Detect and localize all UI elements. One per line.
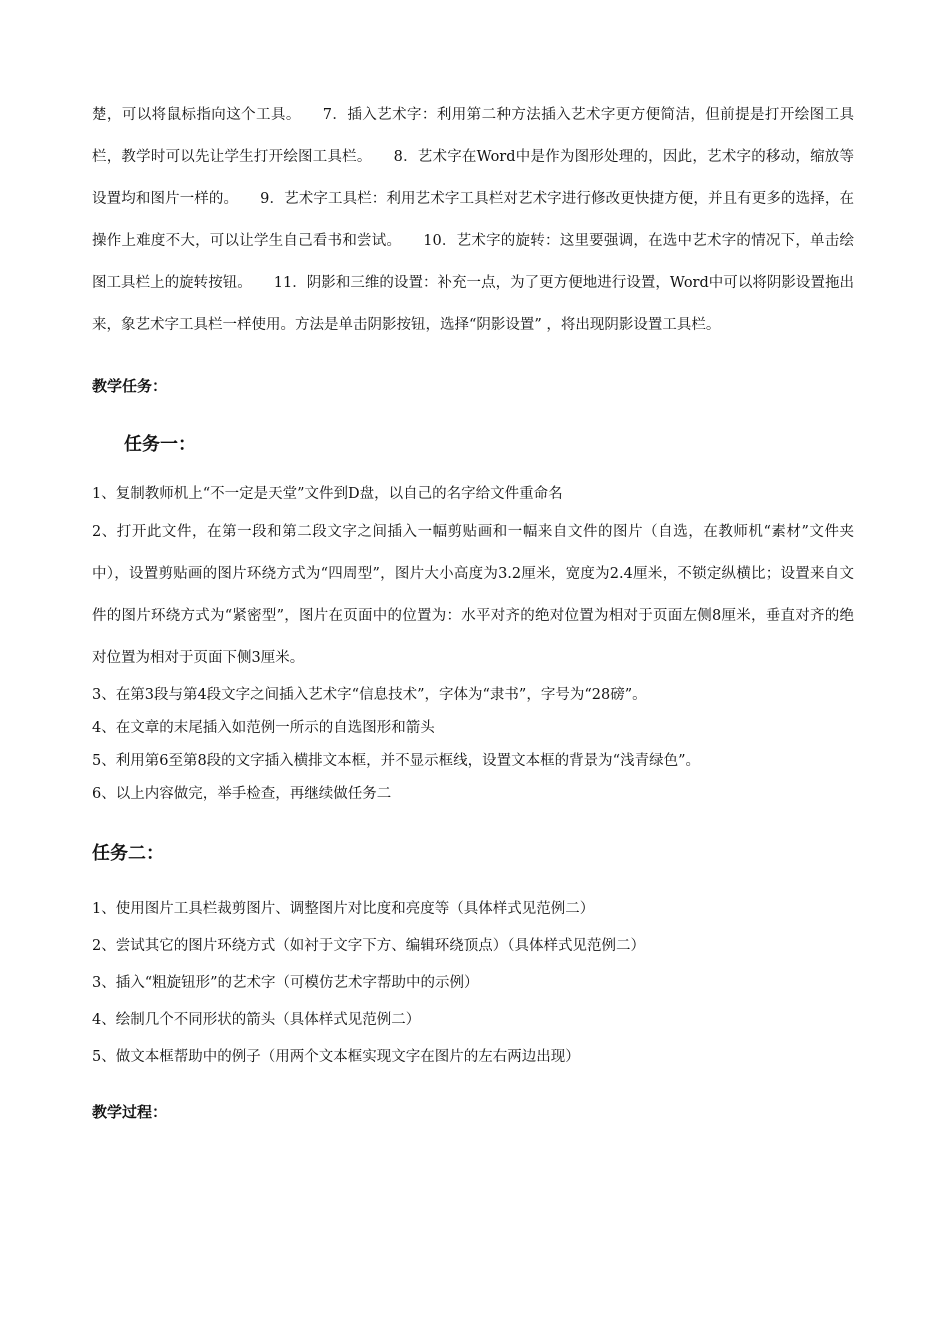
list-item: 4、在文章的末尾插入如范例一所示的自选图形和箭头 [92, 720, 435, 736]
list-item: 4、绘制几个不同形状的箭头（具体样式见范例二） [92, 1012, 421, 1028]
intro-segment: 8．艺术字在Word中是作为图形处理的，因此，艺术字的移动，缩放等设置均和图片一样的。 [92, 149, 854, 207]
list-item: 1、复制教师机上“不一定是天堂”文件到D盘，以自己的名字给文件重命名 [92, 486, 563, 502]
teaching-process-heading: 教学过程： [92, 1103, 168, 1121]
intro-segment: 10．艺术字的旋转：这里要强调，在选中艺术字的情况下，单击绘图工具栏上的旋转按钮。 [92, 233, 854, 291]
list-item: 3、插入“粗旋钮形”的艺术字（可模仿艺术字帮助中的示例） [92, 975, 479, 991]
intro-segment: 11．阴影和三维的设置：补充一点，为了更方便地进行设置，Word中可以将阴影设置拖出来，象艺术字工具栏一样使用。方法是单击阴影按钮，选择“阴影设置” ，将出现阴影设置工具栏。 [92, 275, 855, 333]
intro-segment: 9．艺术字工具栏：利用艺术字工具栏对艺术字进行修改更快捷方便，并且有更多的选择，在操作上难度不大，可以让学生自己看书和尝试。 [92, 191, 854, 249]
list-item: 2、尝试其它的图片环绕方式（如衬于文字下方、编辑环绕顶点）（具体样式见范例二） [92, 938, 645, 954]
task2-list [92, 891, 854, 1076]
task1-list [92, 478, 854, 811]
task1-heading: 任务一： [124, 434, 196, 455]
list-item: 5、利用第6至第8段的文字插入横排文本框，并不显示框线，设置文本框的背景为“浅青绿色”。 [92, 753, 700, 769]
list-item: 3、在第3段与第4段文字之间插入艺术字“信息技术”，字体为“隶书”，字号为“28磅”。 [92, 687, 647, 703]
intro-segment: 7．插入艺术字：利用第二种方法插入艺术字更方便简洁，但前提是打开绘图工具栏，教学时可以先让学生打开绘图工具栏。 [92, 107, 854, 165]
intro-segment: 楚，可以将鼠标指向这个工具。 [92, 107, 301, 123]
list-item: 2、打开此文件，在第一段和第二段文字之间插入一幅剪贴画和一幅来自文件的图片（自选，在教师机“素材”文件夹中），设置剪贴画的图片环绕方式为“四周型”，图片大小高度为3.2厘米，宽度为2.4厘米，不锁定纵横比；设置来自文件的图片环绕方式为“紧密型”，图片在页面中的位置为：水平对齐的绝对位置为相对于页面左侧8厘米，垂直对齐的绝对位置为相对于页面下侧3厘米。 [92, 524, 854, 666]
task2-heading: 任务二： [92, 843, 164, 864]
list-item: 6、以上内容做完，举手检查，再继续做任务二 [92, 786, 392, 802]
teaching-tasks-heading: 教学任务： [92, 377, 168, 395]
intro-paragraph [92, 94, 854, 346]
list-item: 1、使用图片工具栏裁剪图片、调整图片对比度和亮度等（具体样式见范例二） [92, 901, 595, 917]
list-item: 5、做文本框帮助中的例子（用两个文本框实现文字在图片的左右两边出现） [92, 1049, 580, 1065]
